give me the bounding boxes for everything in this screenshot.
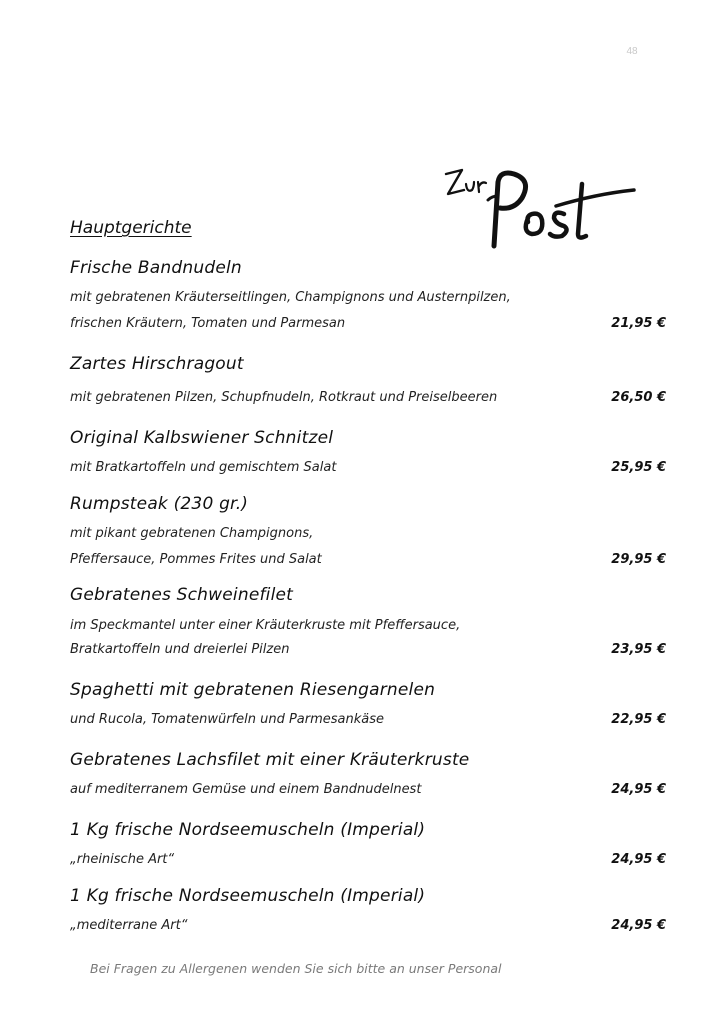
menu-item-name: Spaghetti mit gebratenen Riesengarnelen xyxy=(70,680,436,700)
menu-item-description: Pfeffersauce, Pommes Frites und Salat xyxy=(70,552,322,567)
menu-item-price: 24,95 € xyxy=(611,782,666,797)
menu-item-description: im Speckmantel unter einer Kräuterkruste mit Pfeffersauce, xyxy=(70,618,461,633)
allergen-note: Bei Fragen zu Allergenen wenden Sie sich bitte an unser Personal xyxy=(90,961,502,976)
menu-item-description: „mediterrane Art“ xyxy=(70,918,188,933)
menu-item-description: frischen Kräutern, Tomaten und Parmesan xyxy=(70,316,346,331)
menu-item-price: 25,95 € xyxy=(611,460,666,475)
menu-item-description: mit pikant gebratenen Champignons, xyxy=(70,526,314,541)
menu-item-price: 23,95 € xyxy=(611,642,666,657)
menu-item-price: 24,95 € xyxy=(611,852,666,867)
section-title: Hauptgerichte xyxy=(70,218,192,238)
menu-item-description: Bratkartoffeln und dreierlei Pilzen xyxy=(70,642,290,657)
menu-item-name: Original Kalbswiener Schnitzel xyxy=(70,428,334,448)
menu-item-description: mit gebratenen Kräuterseitlingen, Champignons und Austernpilzen, xyxy=(70,290,511,305)
menu-item-description: „rheinische Art“ xyxy=(70,852,175,867)
page-number: 48 xyxy=(626,46,638,57)
menu-item-description: mit Bratkartoffeln und gemischtem Salat xyxy=(70,460,337,475)
menu-item-name: Rumpsteak (230 gr.) xyxy=(70,494,249,514)
menu-item-description: und Rucola, Tomatenwürfeln und Parmesankäse xyxy=(70,712,385,727)
menu-item-name: 1 Kg frische Nordseemuscheln (Imperial) xyxy=(70,820,426,840)
menu-item-price: 29,95 € xyxy=(611,552,666,567)
menu-item-description: auf mediterranem Gemüse und einem Bandnudelnest xyxy=(70,782,422,797)
menu-item-price: 21,95 € xyxy=(611,316,666,331)
menu-item-price: 24,95 € xyxy=(611,918,666,933)
menu-item-name: Frische Bandnudeln xyxy=(70,258,242,278)
zur-post-logo xyxy=(436,160,636,260)
menu-item-name: Gebratenes Schweinefilet xyxy=(70,585,294,605)
menu-item-name: Zartes Hirschragout xyxy=(70,354,244,374)
menu-item-price: 26,50 € xyxy=(611,390,666,405)
menu-item-name: 1 Kg frische Nordseemuscheln (Imperial) xyxy=(70,886,426,906)
menu-item-price: 22,95 € xyxy=(611,712,666,727)
menu-item-description: mit gebratenen Pilzen, Schupfnudeln, Rotkraut und Preiselbeeren xyxy=(70,390,498,405)
menu-item-name: Gebratenes Lachsfilet mit einer Kräuterkruste xyxy=(70,750,470,770)
